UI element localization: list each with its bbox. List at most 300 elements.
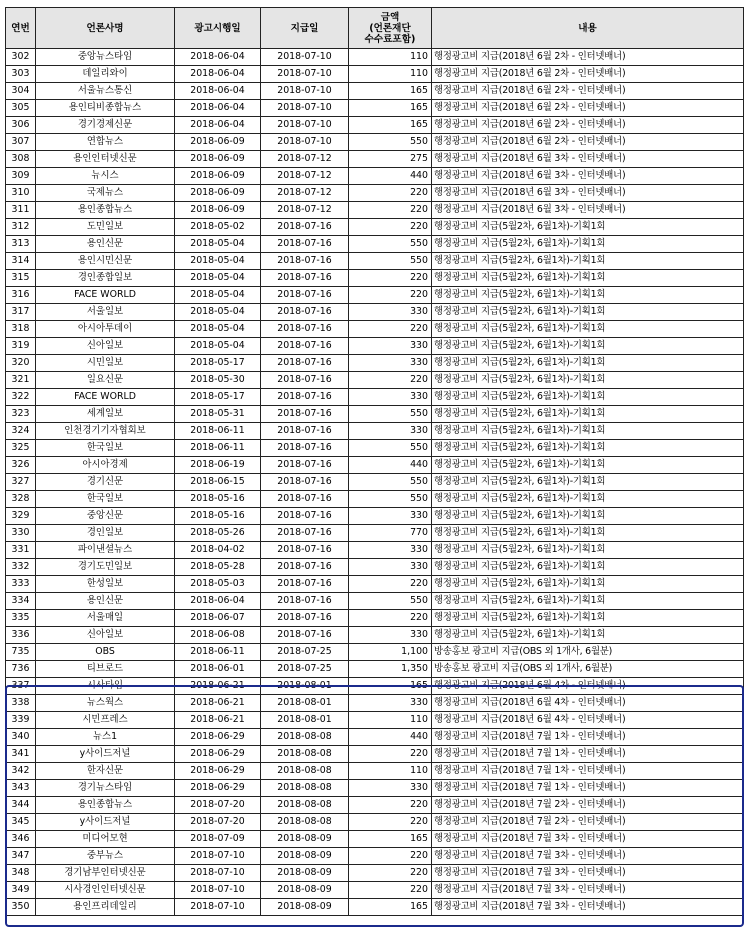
cell-ad-date: 2018-07-10 [175,882,261,899]
cell-description: 방송홍보 광고비 지급(OBS 외 1개사, 6월분) [432,661,744,678]
cell-ad-date: 2018-05-04 [175,270,261,287]
cell-payment-date: 2018-07-16 [261,338,349,355]
cell-ad-date: 2018-06-04 [175,49,261,66]
table-row [6,610,744,627]
cell-payment-date: 2018-07-12 [261,168,349,185]
cell-ad-date: 2018-06-04 [175,117,261,134]
cell-payment-date: 2018-07-16 [261,253,349,270]
table-row [6,678,744,695]
table-row [6,253,744,270]
cell-description: 행정광고비 지급(2018년 6월 3차 - 인터넷배너) [432,168,744,185]
cell-media-name: 경기뉴스타임 [36,780,175,797]
cell-media-name: OBS [36,644,175,661]
cell-description: 행정광고비 지급(5월2차, 6월1차)-기획1회 [432,525,744,542]
cell-amount: 165 [349,83,432,100]
cell-payment-date: 2018-07-12 [261,202,349,219]
cell-amount: 220 [349,372,432,389]
cell-description: 행정광고비 지급(5월2차, 6월1차)-기획1회 [432,304,744,321]
cell-media-name: 미디어모현 [36,831,175,848]
cell-serial-number: 318 [6,321,36,338]
cell-amount: 165 [349,831,432,848]
cell-media-name: 중부뉴스 [36,848,175,865]
cell-serial-number: 329 [6,508,36,525]
cell-serial-number: 320 [6,355,36,372]
table-row [6,729,744,746]
cell-serial-number: 341 [6,746,36,763]
cell-payment-date: 2018-07-16 [261,287,349,304]
cell-description: 행정광고비 지급(5월2차, 6월1차)-기획1회 [432,270,744,287]
cell-media-name: 경인일보 [36,525,175,542]
table-row [6,355,744,372]
table-row [6,389,744,406]
cell-description: 행정광고비 지급(2018년 6월 4차 - 인터넷배너) [432,678,744,695]
cell-ad-date: 2018-05-28 [175,559,261,576]
cell-serial-number: 735 [6,644,36,661]
cell-ad-date: 2018-06-21 [175,695,261,712]
table-row [6,338,744,355]
cell-media-name: 용인티비종합뉴스 [36,100,175,117]
cell-description: 행정광고비 지급(2018년 6월 2차 - 인터넷배너) [432,83,744,100]
cell-ad-date: 2018-06-04 [175,100,261,117]
cell-description: 행정광고비 지급(2018년 6월 2차 - 인터넷배너) [432,100,744,117]
cell-description: 행정광고비 지급(5월2차, 6월1차)-기획1회 [432,355,744,372]
cell-payment-date: 2018-07-16 [261,593,349,610]
cell-description: 행정광고비 지급(5월2차, 6월1차)-기획1회 [432,253,744,270]
cell-serial-number: 311 [6,202,36,219]
table-row [6,627,744,644]
cell-media-name: 인천경기기자협회보 [36,423,175,440]
cell-amount: 440 [349,457,432,474]
cell-amount: 330 [349,338,432,355]
cell-media-name: 중앙신문 [36,508,175,525]
cell-amount: 550 [349,474,432,491]
cell-serial-number: 304 [6,83,36,100]
cell-payment-date: 2018-07-16 [261,236,349,253]
table-row [6,763,744,780]
table-row [6,440,744,457]
cell-description: 행정광고비 지급(5월2차, 6월1차)-기획1회 [432,321,744,338]
cell-amount: 220 [349,865,432,882]
cell-media-name: 용인인터넷신문 [36,151,175,168]
cell-description: 행정광고비 지급(2018년 6월 3차 - 인터넷배너) [432,185,744,202]
cell-amount: 330 [349,389,432,406]
cell-serial-number: 319 [6,338,36,355]
cell-media-name: y사이드저널 [36,746,175,763]
cell-payment-date: 2018-07-25 [261,661,349,678]
cell-ad-date: 2018-06-08 [175,627,261,644]
table-row [6,185,744,202]
cell-amount: 1,350 [349,661,432,678]
cell-amount: 165 [349,117,432,134]
table-row [6,219,744,236]
cell-payment-date: 2018-07-16 [261,627,349,644]
cell-ad-date: 2018-06-29 [175,780,261,797]
cell-ad-date: 2018-05-04 [175,253,261,270]
cell-payment-date: 2018-08-09 [261,882,349,899]
cell-amount: 330 [349,423,432,440]
cell-payment-date: 2018-08-08 [261,746,349,763]
cell-serial-number: 330 [6,525,36,542]
table-row [6,848,744,865]
cell-serial-number: 332 [6,559,36,576]
cell-media-name: 아시아경제 [36,457,175,474]
cell-media-name: 파이낸셜뉴스 [36,542,175,559]
cell-media-name: 경인종합일보 [36,270,175,287]
cell-serial-number: 317 [6,304,36,321]
cell-ad-date: 2018-05-16 [175,508,261,525]
table-row [6,814,744,831]
cell-media-name: FACE WORLD [36,389,175,406]
cell-media-name: 한자신문 [36,763,175,780]
cell-payment-date: 2018-07-16 [261,508,349,525]
cell-payment-date: 2018-07-16 [261,355,349,372]
cell-payment-date: 2018-08-09 [261,899,349,916]
header-amount: 금액 (언론재단 수수료포함) [349,8,432,49]
cell-payment-date: 2018-08-08 [261,763,349,780]
cell-ad-date: 2018-06-19 [175,457,261,474]
cell-payment-date: 2018-07-12 [261,185,349,202]
table-row [6,236,744,253]
cell-amount: 440 [349,729,432,746]
cell-serial-number: 305 [6,100,36,117]
cell-description: 행정광고비 지급(2018년 7월 3차 - 인터넷배너) [432,899,744,916]
header-ad-date: 광고시행일 [175,8,261,49]
cell-description: 행정광고비 지급(2018년 6월 2차 - 인터넷배너) [432,49,744,66]
cell-media-name: 용인프리데일리 [36,899,175,916]
table-row [6,202,744,219]
cell-media-name: 용인시민신문 [36,253,175,270]
cell-ad-date: 2018-05-17 [175,389,261,406]
cell-serial-number: 335 [6,610,36,627]
cell-media-name: 서울매일 [36,610,175,627]
cell-ad-date: 2018-06-04 [175,66,261,83]
cell-amount: 330 [349,559,432,576]
cell-amount: 220 [349,814,432,831]
cell-description: 행정광고비 지급(5월2차, 6월1차)-기획1회 [432,338,744,355]
cell-description: 행정광고비 지급(5월2차, 6월1차)-기획1회 [432,236,744,253]
table-header [6,8,744,49]
cell-payment-date: 2018-07-16 [261,406,349,423]
cell-payment-date: 2018-07-16 [261,389,349,406]
table-row [6,712,744,729]
cell-ad-date: 2018-07-09 [175,831,261,848]
cell-payment-date: 2018-07-25 [261,644,349,661]
cell-media-name: 용인종합뉴스 [36,797,175,814]
cell-payment-date: 2018-07-16 [261,270,349,287]
cell-ad-date: 2018-06-21 [175,678,261,695]
cell-payment-date: 2018-07-16 [261,491,349,508]
cell-payment-date: 2018-08-08 [261,729,349,746]
cell-ad-date: 2018-06-29 [175,729,261,746]
cell-amount: 110 [349,49,432,66]
cell-amount: 110 [349,712,432,729]
cell-serial-number: 315 [6,270,36,287]
cell-description: 행정광고비 지급(2018년 6월 2차 - 인터넷배너) [432,117,744,134]
cell-amount: 165 [349,678,432,695]
cell-media-name: 연합뉴스 [36,134,175,151]
cell-ad-date: 2018-06-09 [175,134,261,151]
cell-serial-number: 336 [6,627,36,644]
cell-amount: 550 [349,406,432,423]
cell-payment-date: 2018-08-09 [261,831,349,848]
cell-amount: 330 [349,508,432,525]
cell-description: 행정광고비 지급(5월2차, 6월1차)-기획1회 [432,287,744,304]
cell-payment-date: 2018-08-01 [261,678,349,695]
cell-media-name: 신아일보 [36,627,175,644]
table-row [6,780,744,797]
cell-amount: 220 [349,287,432,304]
cell-serial-number: 303 [6,66,36,83]
cell-payment-date: 2018-07-16 [261,440,349,457]
cell-amount: 110 [349,763,432,780]
cell-media-name: 한국일보 [36,491,175,508]
cell-description: 행정광고비 지급(2018년 6월 3차 - 인터넷배너) [432,151,744,168]
cell-ad-date: 2018-05-04 [175,321,261,338]
cell-ad-date: 2018-05-04 [175,338,261,355]
cell-media-name: 시민일보 [36,355,175,372]
cell-payment-date: 2018-07-10 [261,134,349,151]
cell-description: 행정광고비 지급(5월2차, 6월1차)-기획1회 [432,491,744,508]
table-row [6,134,744,151]
cell-amount: 550 [349,593,432,610]
cell-amount: 220 [349,219,432,236]
cell-serial-number: 308 [6,151,36,168]
table-row [6,695,744,712]
cell-serial-number: 331 [6,542,36,559]
cell-serial-number: 349 [6,882,36,899]
cell-ad-date: 2018-05-02 [175,219,261,236]
cell-ad-date: 2018-07-20 [175,814,261,831]
cell-serial-number: 327 [6,474,36,491]
table-row [6,406,744,423]
cell-amount: 550 [349,491,432,508]
cell-serial-number: 342 [6,763,36,780]
cell-amount: 220 [349,202,432,219]
cell-media-name: 용인신문 [36,593,175,610]
table-row [6,287,744,304]
cell-serial-number: 339 [6,712,36,729]
cell-media-name: 세계일보 [36,406,175,423]
cell-amount: 275 [349,151,432,168]
table-row [6,525,744,542]
cell-media-name: 뉴스웍스 [36,695,175,712]
cell-media-name: 시사경인인터넷신문 [36,882,175,899]
cell-ad-date: 2018-05-16 [175,491,261,508]
cell-ad-date: 2018-06-15 [175,474,261,491]
cell-description: 행정광고비 지급(5월2차, 6월1차)-기획1회 [432,576,744,593]
cell-serial-number: 322 [6,389,36,406]
cell-payment-date: 2018-07-10 [261,49,349,66]
cell-payment-date: 2018-08-08 [261,780,349,797]
cell-serial-number: 325 [6,440,36,457]
cell-amount: 330 [349,355,432,372]
cell-amount: 220 [349,882,432,899]
cell-payment-date: 2018-07-10 [261,117,349,134]
cell-payment-date: 2018-08-08 [261,814,349,831]
cell-description: 행정광고비 지급(2018년 7월 2차 - 인터넷배너) [432,797,744,814]
cell-media-name: 한성일보 [36,576,175,593]
cell-amount: 220 [349,185,432,202]
table-row [6,151,744,168]
cell-description: 행정광고비 지급(2018년 7월 3차 - 인터넷배너) [432,865,744,882]
table-row [6,100,744,117]
cell-payment-date: 2018-08-09 [261,865,349,882]
cell-serial-number: 310 [6,185,36,202]
cell-media-name: 서울뉴스통신 [36,83,175,100]
cell-media-name: 용인종합뉴스 [36,202,175,219]
cell-payment-date: 2018-08-01 [261,695,349,712]
cell-serial-number: 309 [6,168,36,185]
cell-media-name: 뉴스1 [36,729,175,746]
cell-ad-date: 2018-07-10 [175,899,261,916]
cell-description: 행정광고비 지급(2018년 6월 2차 - 인터넷배너) [432,134,744,151]
table-row [6,117,744,134]
cell-description: 행정광고비 지급(5월2차, 6월1차)-기획1회 [432,406,744,423]
table-row [6,372,744,389]
cell-media-name: 경기경제신문 [36,117,175,134]
cell-serial-number: 337 [6,678,36,695]
cell-description: 행정광고비 지급(2018년 6월 3차 - 인터넷배너) [432,202,744,219]
cell-serial-number: 328 [6,491,36,508]
cell-amount: 220 [349,797,432,814]
cell-ad-date: 2018-06-21 [175,712,261,729]
cell-media-name: 일요신문 [36,372,175,389]
header-media-name: 언론사명 [36,8,175,49]
cell-ad-date: 2018-06-11 [175,644,261,661]
cell-media-name: FACE WORLD [36,287,175,304]
cell-serial-number: 340 [6,729,36,746]
cell-serial-number: 306 [6,117,36,134]
cell-ad-date: 2018-06-09 [175,168,261,185]
table-row [6,304,744,321]
cell-serial-number: 345 [6,814,36,831]
cell-serial-number: 326 [6,457,36,474]
cell-serial-number: 321 [6,372,36,389]
cell-amount: 1,100 [349,644,432,661]
table-row [6,576,744,593]
cell-amount: 550 [349,134,432,151]
cell-description: 행정광고비 지급(2018년 7월 3차 - 인터넷배너) [432,882,744,899]
cell-ad-date: 2018-05-04 [175,304,261,321]
table-row [6,746,744,763]
cell-amount: 220 [349,848,432,865]
cell-media-name: 신아일보 [36,338,175,355]
table-row [6,168,744,185]
cell-serial-number: 343 [6,780,36,797]
cell-ad-date: 2018-07-10 [175,848,261,865]
cell-description: 행정광고비 지급(2018년 6월 4차 - 인터넷배너) [432,695,744,712]
table-row [6,797,744,814]
table-row [6,66,744,83]
cell-payment-date: 2018-07-16 [261,457,349,474]
cell-media-name: 뉴시스 [36,168,175,185]
cell-media-name: 시민프레스 [36,712,175,729]
cell-ad-date: 2018-06-29 [175,763,261,780]
cell-ad-date: 2018-05-30 [175,372,261,389]
cell-serial-number: 307 [6,134,36,151]
cell-description: 행정광고비 지급(2018년 6월 4차 - 인터넷배너) [432,712,744,729]
cell-description: 행정광고비 지급(2018년 6월 2차 - 인터넷배너) [432,66,744,83]
table-row [6,491,744,508]
cell-ad-date: 2018-06-09 [175,202,261,219]
cell-description: 행정광고비 지급(5월2차, 6월1차)-기획1회 [432,542,744,559]
cell-amount: 330 [349,627,432,644]
cell-ad-date: 2018-06-04 [175,593,261,610]
cell-ad-date: 2018-07-20 [175,797,261,814]
ad-expense-table [5,7,744,916]
cell-serial-number: 312 [6,219,36,236]
cell-media-name: 용인신문 [36,236,175,253]
cell-media-name: 경기남부인터넷신문 [36,865,175,882]
cell-ad-date: 2018-05-31 [175,406,261,423]
cell-amount: 220 [349,270,432,287]
cell-ad-date: 2018-06-01 [175,661,261,678]
cell-media-name: 경기신문 [36,474,175,491]
cell-payment-date: 2018-07-16 [261,559,349,576]
cell-amount: 770 [349,525,432,542]
cell-media-name: 시사타임 [36,678,175,695]
cell-description: 행정광고비 지급(2018년 7월 1차 - 인터넷배너) [432,746,744,763]
cell-description: 행정광고비 지급(5월2차, 6월1차)-기획1회 [432,372,744,389]
cell-serial-number: 323 [6,406,36,423]
cell-ad-date: 2018-06-11 [175,423,261,440]
header-serial-number: 연번 [6,8,36,49]
cell-payment-date: 2018-07-16 [261,525,349,542]
cell-media-name: 한국일보 [36,440,175,457]
header-row [6,8,744,49]
cell-description: 행정광고비 지급(2018년 7월 1차 - 인터넷배너) [432,729,744,746]
cell-payment-date: 2018-07-16 [261,219,349,236]
cell-description: 행정광고비 지급(2018년 7월 1차 - 인터넷배너) [432,780,744,797]
cell-description: 행정광고비 지급(5월2차, 6월1차)-기획1회 [432,423,744,440]
cell-payment-date: 2018-07-16 [261,576,349,593]
cell-amount: 220 [349,576,432,593]
table-row [6,508,744,525]
cell-amount: 330 [349,542,432,559]
cell-description: 행정광고비 지급(2018년 7월 1차 - 인터넷배너) [432,763,744,780]
cell-description: 행정광고비 지급(5월2차, 6월1차)-기획1회 [432,474,744,491]
cell-ad-date: 2018-05-03 [175,576,261,593]
cell-media-name: 국제뉴스 [36,185,175,202]
cell-media-name: 경기도민일보 [36,559,175,576]
cell-serial-number: 324 [6,423,36,440]
cell-serial-number: 313 [6,236,36,253]
cell-media-name: 아시아투데이 [36,321,175,338]
cell-payment-date: 2018-07-16 [261,321,349,338]
table-row [6,321,744,338]
table-row [6,831,744,848]
cell-amount: 165 [349,899,432,916]
cell-amount: 550 [349,253,432,270]
cell-payment-date: 2018-07-16 [261,423,349,440]
cell-ad-date: 2018-06-09 [175,185,261,202]
cell-payment-date: 2018-07-16 [261,542,349,559]
cell-amount: 220 [349,746,432,763]
cell-ad-date: 2018-05-04 [175,287,261,304]
cell-payment-date: 2018-08-09 [261,848,349,865]
table-row [6,49,744,66]
table-row [6,882,744,899]
cell-description: 행정광고비 지급(2018년 7월 2차 - 인터넷배너) [432,814,744,831]
cell-serial-number: 350 [6,899,36,916]
header-payment-date: 지급일 [261,8,349,49]
table-row [6,423,744,440]
cell-amount: 165 [349,100,432,117]
cell-description: 행정광고비 지급(5월2차, 6월1차)-기획1회 [432,508,744,525]
cell-ad-date: 2018-05-04 [175,236,261,253]
cell-description: 행정광고비 지급(5월2차, 6월1차)-기획1회 [432,457,744,474]
cell-media-name: 도민일보 [36,219,175,236]
